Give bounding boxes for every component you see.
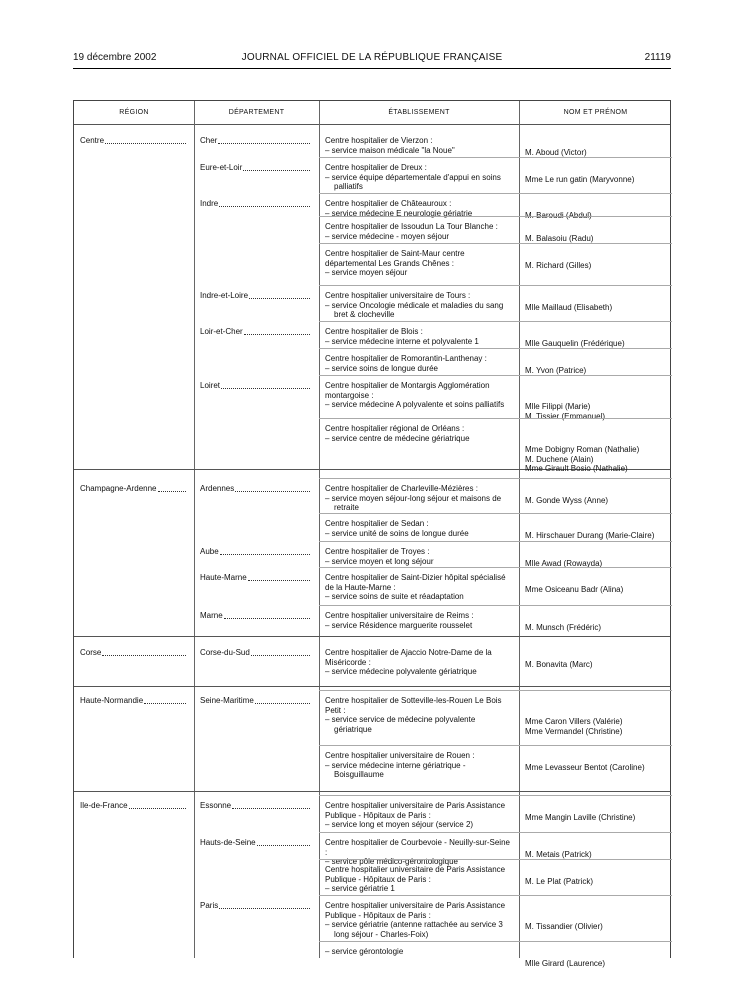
person-name: Mme Girault Bosio (Nathalie) <box>525 464 628 473</box>
etablissement-cell <box>325 354 513 373</box>
region-cell <box>80 484 188 494</box>
departement-cell-text: Paris <box>200 901 219 910</box>
nom-prenom-cell <box>525 531 667 541</box>
service-name: – service médecine interne gériatrique - Boisguillaume <box>325 760 466 779</box>
dot-leader <box>105 136 186 144</box>
entry-separator <box>319 321 672 322</box>
establishment-name: Centre hospitalier universitaire de Reims : <box>325 611 474 620</box>
departement-cell-text: Haute-Marne <box>200 573 247 582</box>
person-name: Mme Caron Villers (Valérie) <box>525 717 623 726</box>
establishment-name: Centre hospitalier de Issoudun La Tour Blanche : <box>325 222 498 231</box>
etablissement-cell <box>325 327 513 346</box>
person-name: M. Baroudi (Abdul) <box>525 210 592 220</box>
etablissement-cell <box>325 381 513 410</box>
establishment-name: Centre hospitalier universitaire de Tours : <box>325 291 471 300</box>
departement-cell <box>200 696 312 706</box>
service-name: – service Résidence marguerite rousselet <box>325 620 473 630</box>
establishment-name: Centre hospitalier de Dreux : <box>325 163 427 172</box>
etablissement-cell <box>325 519 513 538</box>
departement-cell-text: Hauts-de-Seine <box>200 838 256 847</box>
person-name: Mlle Filippi (Marie) <box>525 402 591 411</box>
service-name: – service moyen séjour <box>325 268 408 277</box>
column-header-departement: DÉPARTEMENT <box>228 109 285 116</box>
service-name: – service moyen séjour-long séjour et maisons de retraite <box>325 493 502 512</box>
etablissement-cell <box>325 751 513 780</box>
etablissement-cell <box>325 547 513 566</box>
region-cell <box>80 648 188 658</box>
entry-separator <box>319 348 672 349</box>
departement-cell <box>200 547 312 557</box>
departement-cell-text: Marne <box>200 611 223 620</box>
dot-leader <box>158 484 187 492</box>
establishment-name: Centre hospitalier de Saint-Dizier hôpital spécialisé de la Haute-Marne : <box>325 573 506 592</box>
person-name: Mme Dobigny Roman (Nathalie) <box>525 445 640 454</box>
establishment-name: Centre hospitalier de Sedan : <box>325 519 429 528</box>
etablissement-cell <box>325 947 513 957</box>
etablissement-cell <box>325 136 513 155</box>
nom-prenom-cell <box>525 922 667 932</box>
departement-cell <box>200 327 312 337</box>
departement-cell <box>200 838 312 848</box>
establishment-name: Centre hospitalier de Troyes : <box>325 547 430 556</box>
departement-cell <box>200 163 312 173</box>
etablissement-cell <box>325 838 513 867</box>
nom-prenom-cell <box>525 234 667 244</box>
service-name: – service médecine polyvalente gériatrique <box>325 667 477 676</box>
dot-leader <box>224 611 310 619</box>
service-name: – service pôle médico-gérontologique <box>325 857 458 866</box>
dot-leader <box>244 327 310 335</box>
dot-leader <box>249 291 310 299</box>
nom-prenom-cell <box>525 445 667 474</box>
departement-cell-text: Loiret <box>200 381 221 390</box>
etablissement-cell <box>325 801 513 830</box>
entry-separator <box>319 418 672 419</box>
person-name: M. Balasoiu (Radu) <box>525 233 594 243</box>
entry-separator <box>319 513 672 514</box>
entry-separator <box>319 193 672 194</box>
entry-separator <box>319 605 672 606</box>
departement-cell-text: Aube <box>200 547 219 556</box>
nom-prenom-cell <box>525 813 667 823</box>
entry-separator <box>319 745 672 746</box>
entry-separator <box>319 859 672 860</box>
person-name: M. Yvon (Patrice) <box>525 365 587 375</box>
etablissement-cell <box>325 222 513 241</box>
nom-prenom-cell <box>525 763 667 773</box>
entry-separator <box>319 541 672 542</box>
departement-cell-text: Eure-et-Loir <box>200 163 243 172</box>
column-divider <box>519 101 520 958</box>
departement-cell-text: Essonne <box>200 801 232 810</box>
header-rule <box>73 68 671 69</box>
header-row-divider <box>74 124 670 125</box>
person-name: Mme Mangin Laville (Christine) <box>525 812 636 822</box>
header-date: 19 décembre 2002 <box>73 52 157 63</box>
nom-prenom-cell <box>525 623 667 633</box>
departement-cell-text: Seine-Maritime <box>200 696 254 705</box>
etablissement-cell <box>325 484 513 513</box>
establishment-name: Centre hospitalier universitaire de Paris Assistance Publique - Hôpitaux de Paris : <box>325 801 506 820</box>
region-cell-text: Centre <box>80 136 105 145</box>
service-name: – service unité de soins de longue durée <box>325 528 469 538</box>
service-name: – service médecine E neurologie gériatrie <box>325 208 473 218</box>
entry-separator <box>319 567 672 568</box>
etablissement-cell <box>325 696 513 734</box>
service-name: – service centre de médecine gériatrique <box>325 433 470 443</box>
page-header <box>73 52 671 66</box>
dot-leader <box>232 801 310 809</box>
service-name: – service moyen et long séjour <box>325 556 434 566</box>
entry-separator <box>319 478 672 479</box>
establishment-name: Centre hospitalier de Courbevoie - Neuilly-sur-Seine : <box>325 838 510 857</box>
departement-cell-text: Cher <box>200 136 218 145</box>
region-cell <box>80 136 188 146</box>
etablissement-cell <box>325 163 513 192</box>
person-name: M. Duchene (Alain) <box>525 454 594 464</box>
etablissement-cell <box>325 249 513 278</box>
region-cell-text: Ile-de-France <box>80 801 128 810</box>
departement-cell <box>200 291 312 301</box>
person-name: Mlle Maillaud (Elisabeth) <box>525 302 613 312</box>
dot-leader <box>255 696 310 704</box>
dot-leader <box>248 573 310 581</box>
departement-cell-text: Corse-du-Sud <box>200 648 250 657</box>
etablissement-cell <box>325 291 513 320</box>
column-header-nom-prenom: NOM ET PRÉNOM <box>563 109 628 116</box>
service-name: – service gériatrie (antenne rattachée au service 3 long séjour - Charles-Foix) <box>325 920 503 939</box>
departement-cell-text: Ardennes <box>200 484 235 493</box>
region-row-divider <box>74 636 670 637</box>
entry-separator <box>319 243 672 244</box>
region-row-divider <box>74 686 670 687</box>
establishment-name: Centre hospitalier de Blois : <box>325 327 423 336</box>
region-cell-text: Corse <box>80 648 102 657</box>
nom-prenom-cell <box>525 261 667 271</box>
etablissement-cell <box>325 648 513 677</box>
establishment-name: Centre hospitalier de Romorantin-Lanthenay : <box>325 354 487 363</box>
entry-separator <box>319 795 672 796</box>
establishment-name: Centre hospitalier de Saint-Maur centre départemental Les Grands Chênes : <box>325 249 465 268</box>
entry-separator <box>319 690 672 691</box>
departement-cell <box>200 573 312 583</box>
establishment-name: Centre hospitalier de Vierzon : <box>325 136 433 145</box>
departement-cell <box>200 381 312 391</box>
nom-prenom-cell <box>525 339 667 349</box>
header-title: JOURNAL OFFICIEL DE LA RÉPUBLIQUE FRANÇAISE <box>241 52 503 63</box>
service-name: – service service de médecine polyvalente gériatrique <box>325 715 476 734</box>
entry-separator <box>319 941 672 942</box>
service-name: – service équipe départementale d'appui en soins palliatifs <box>325 172 501 191</box>
entry-separator <box>319 157 672 158</box>
dot-leader <box>129 801 186 809</box>
etablissement-cell <box>325 901 513 939</box>
person-name: M. Tissandier (Olivier) <box>525 922 603 931</box>
header-page-number: 21119 <box>644 52 671 63</box>
etablissement-cell <box>325 865 513 894</box>
person-name: M. Le Plat (Patrick) <box>525 876 594 886</box>
establishment-name: Centre hospitalier universitaire de Paris Assistance Publique - Hôpitaux de Paris : <box>325 865 506 884</box>
dot-leader <box>102 648 186 656</box>
person-name: Mme Levasseur Bentot (Caroline) <box>525 762 645 772</box>
service-name: – service gériatrie 1 <box>325 884 395 893</box>
nom-prenom-cell <box>525 303 667 313</box>
column-header-etablissement: ÉTABLISSEMENT <box>388 109 450 116</box>
nom-prenom-cell <box>525 959 667 969</box>
establishment-name: Centre hospitalier de Montargis Agglomération montargoise : <box>325 381 490 400</box>
dot-leader <box>218 136 310 144</box>
person-name: M. Aboud (Victor) <box>525 147 587 157</box>
region-cell <box>80 801 188 811</box>
nom-prenom-cell <box>525 366 667 376</box>
establishment-name: Centre hospitalier universitaire de Rouen : <box>325 751 475 760</box>
appointments-table <box>73 100 671 968</box>
entry-separator <box>319 285 672 286</box>
service-name: – service médecine A polyvalente et soins palliatifs <box>325 400 505 409</box>
region-row-divider <box>74 791 670 792</box>
nom-prenom-cell <box>525 660 667 670</box>
nom-prenom-cell <box>525 717 667 736</box>
dot-leader <box>220 547 310 555</box>
person-name: Mlle Awad (Rowayda) <box>525 558 603 568</box>
departement-cell <box>200 901 312 911</box>
person-name: Mme Vermandel (Christine) <box>525 726 623 736</box>
nom-prenom-cell <box>525 877 667 887</box>
dot-leader <box>219 901 310 909</box>
person-name: M. Gonde Wyss (Anne) <box>525 495 609 505</box>
region-cell-text: Haute-Normandie <box>80 696 144 705</box>
column-header-region: RÉGION <box>119 109 149 116</box>
dot-leader <box>221 381 310 389</box>
establishment-name: Centre hospitalier universitaire de Paris Assistance Publique - Hôpitaux de Paris : <box>325 901 506 920</box>
entry-separator <box>319 832 672 833</box>
service-name: – service soins de longue durée <box>325 363 438 373</box>
nom-prenom-cell <box>525 850 667 860</box>
nom-prenom-cell <box>525 148 667 158</box>
nom-prenom-cell <box>525 175 667 185</box>
region-cell-text: Champagne-Ardenne <box>80 484 157 493</box>
entry-separator <box>319 895 672 896</box>
service-name: – service médecine - moyen séjour <box>325 231 450 241</box>
establishment-name: Centre hospitalier de Charleville-Mézières : <box>325 484 478 493</box>
nom-prenom-cell <box>525 585 667 595</box>
dot-leader <box>235 484 310 492</box>
departement-cell-text: Loir-et-Cher <box>200 327 243 336</box>
service-name: – service maison médicale "la Noue" <box>325 145 455 155</box>
establishment-name: Centre hospitalier régional de Orléans : <box>325 424 465 433</box>
departement-cell <box>200 136 312 146</box>
service-name: – service gérontologie <box>325 947 404 956</box>
entry-separator <box>319 216 672 217</box>
nom-prenom-cell <box>525 496 667 506</box>
service-name: – service soins de suite et réadaptation <box>325 592 464 601</box>
person-name: Mme Le run gatin (Maryvonne) <box>525 174 635 184</box>
establishment-name: Centre hospitalier de Sotteville-les-Rouen Le Bois Petit : <box>325 696 502 715</box>
person-name: M. Bonavita (Marc) <box>525 659 593 669</box>
departement-cell <box>200 199 312 209</box>
dot-leader <box>144 696 186 704</box>
dot-leader <box>257 838 310 846</box>
etablissement-cell <box>325 573 513 602</box>
person-name: Mlle Gauquelin (Frédérique) <box>525 338 625 348</box>
column-divider <box>194 101 195 958</box>
dot-leader <box>219 199 310 207</box>
region-cell <box>80 696 188 706</box>
departement-cell-text: Indre <box>200 199 219 208</box>
person-name: M. Munsch (Frédéric) <box>525 622 602 632</box>
departement-cell <box>200 484 312 494</box>
establishment-name: Centre hospitalier de Ajaccio Notre-Dame de la Miséricorde : <box>325 648 492 667</box>
dot-leader <box>251 648 310 656</box>
departement-cell <box>200 801 312 811</box>
establishment-name: Centre hospitalier de Châteauroux : <box>325 199 452 208</box>
entry-separator <box>319 375 672 376</box>
person-name: M. Metais (Patrick) <box>525 849 592 859</box>
etablissement-cell <box>325 424 513 443</box>
departement-cell <box>200 648 312 658</box>
departement-cell-text: Indre-et-Loire <box>200 291 249 300</box>
dot-leader <box>243 163 310 171</box>
column-divider <box>319 101 320 958</box>
etablissement-cell <box>325 611 513 630</box>
service-name: – service Oncologie médicale et maladies du sang bret & clocheville <box>325 300 504 319</box>
person-name: Mlle Girard (Laurence) <box>525 958 606 968</box>
person-name: M. Hirschauer Durang (Marie-Claire) <box>525 530 655 540</box>
person-name: M. Tissier (Emmanuel) <box>525 411 606 421</box>
departement-cell <box>200 611 312 621</box>
person-name: Mme Osiceanu Badr (Alina) <box>525 584 624 594</box>
service-name: – service long et moyen séjour (service 2) <box>325 820 474 829</box>
person-name: M. Richard (Gilles) <box>525 260 592 270</box>
service-name: – service médecine interne et polyvalente 1 <box>325 336 479 346</box>
